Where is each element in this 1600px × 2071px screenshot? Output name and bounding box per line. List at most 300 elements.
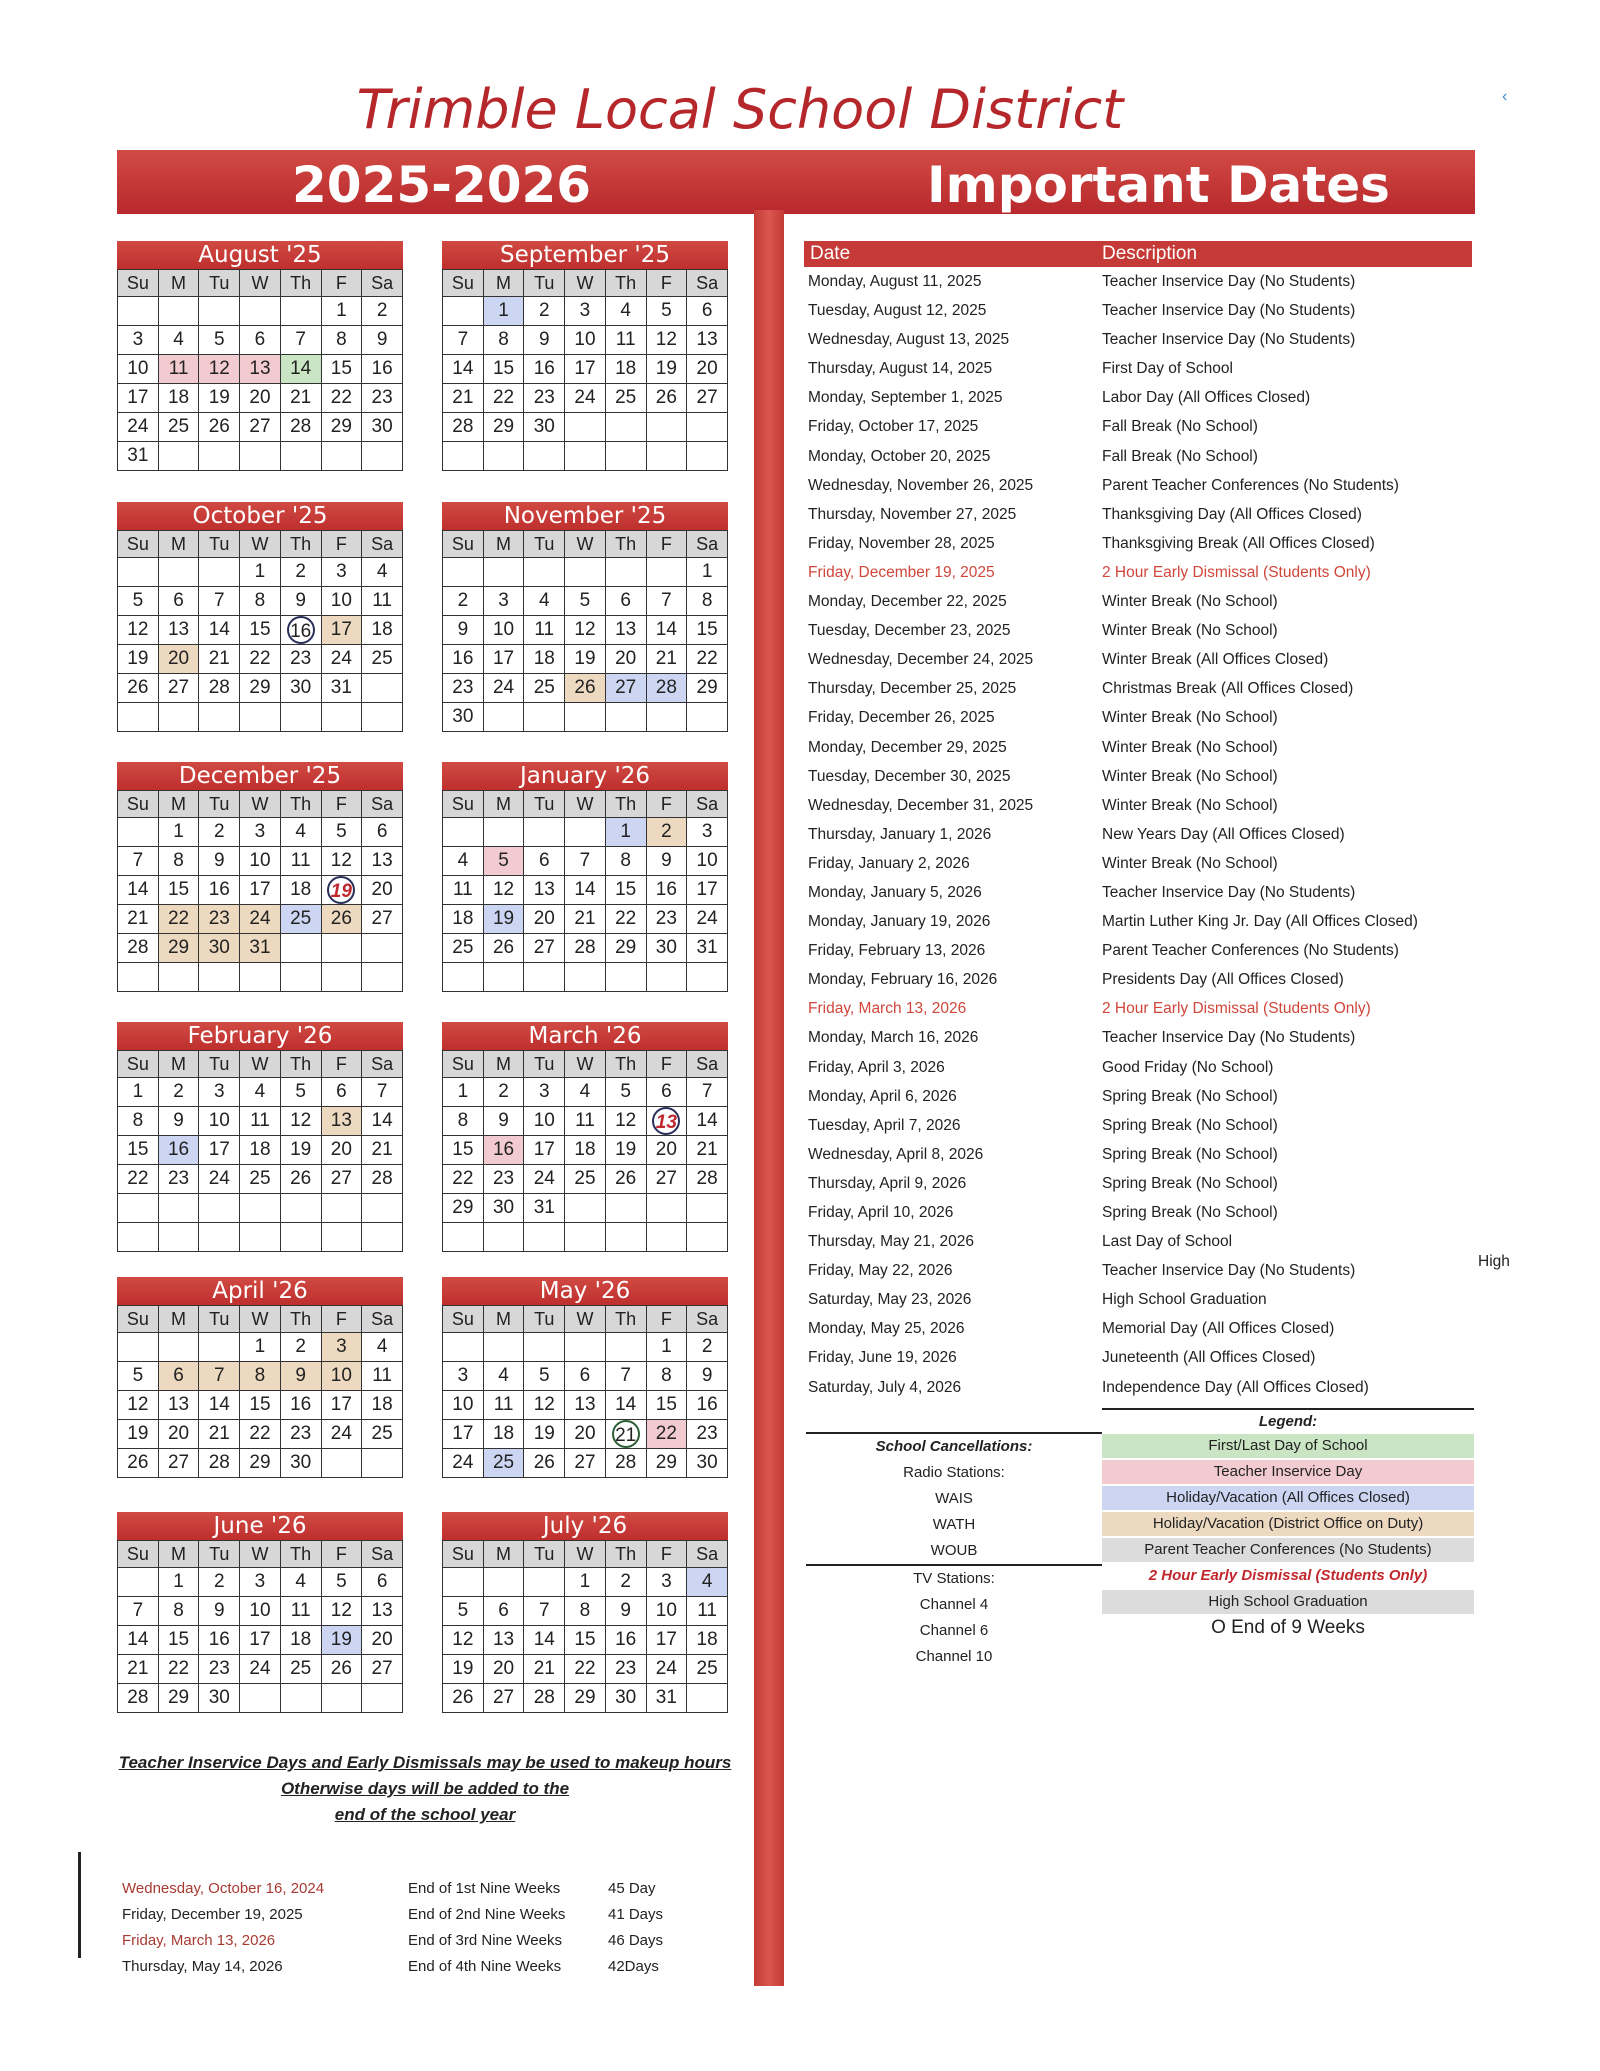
date-row bbox=[804, 733, 1472, 762]
day-cell: 4 bbox=[565, 1078, 606, 1107]
day-cell: 14 bbox=[362, 1107, 403, 1136]
day-cell bbox=[524, 1223, 565, 1252]
day-cell: 26 bbox=[524, 1449, 565, 1478]
day-cell: 23 bbox=[280, 645, 321, 674]
day-cell bbox=[240, 963, 281, 992]
day-cell bbox=[443, 1333, 484, 1362]
description-text: First Day of School bbox=[1102, 360, 1233, 378]
day-cell: 9 bbox=[280, 1362, 321, 1391]
weekday-header: M bbox=[483, 531, 524, 558]
month-title: August '25 bbox=[117, 241, 403, 269]
weekday-header: F bbox=[321, 1306, 362, 1333]
day-cell: 29 bbox=[443, 1194, 484, 1223]
cancellation-item: Channel 6 bbox=[919, 1622, 989, 1639]
weekday-header: Su bbox=[118, 1541, 159, 1568]
date-text: Tuesday, December 23, 2025 bbox=[808, 622, 1011, 640]
day-cell: 30 bbox=[280, 1449, 321, 1478]
day-cell: 9 bbox=[605, 1597, 646, 1626]
day-cell: 18 bbox=[483, 1420, 524, 1449]
day-cell: 15 bbox=[565, 1626, 606, 1655]
day-cell: 13 bbox=[687, 326, 728, 355]
day-cell: 11 bbox=[524, 616, 565, 645]
weekday-header: W bbox=[240, 1051, 281, 1078]
nine-weeks-days: 46 Days bbox=[608, 1932, 664, 1949]
nine-weeks-days: 45 Day bbox=[608, 1880, 656, 1897]
day-cell: 1 bbox=[158, 818, 199, 847]
nine-weeks-date: Thursday, May 14, 2026 bbox=[122, 1958, 283, 1975]
day-cell: 21 bbox=[199, 1420, 240, 1449]
day-cell bbox=[280, 1194, 321, 1223]
day-cell: 15 bbox=[321, 355, 362, 384]
weekday-header: Su bbox=[118, 270, 159, 297]
makeup-note-line: Teacher Inservice Days and Early Dismissals may be used to makeup hours bbox=[118, 1753, 732, 1772]
day-cell: 24 bbox=[565, 384, 606, 413]
description-text: Thanksgiving Day (All Offices Closed) bbox=[1102, 505, 1362, 523]
date-row bbox=[804, 587, 1472, 616]
day-cell: 7 bbox=[443, 326, 484, 355]
description-text: 2 Hour Early Dismissal (Students Only) bbox=[1102, 1000, 1371, 1018]
date-row bbox=[804, 442, 1472, 471]
day-cell bbox=[118, 297, 159, 326]
day-cell: 31 bbox=[240, 934, 281, 963]
stray-text: High bbox=[1478, 1253, 1510, 1270]
day-cell: 23 bbox=[687, 1420, 728, 1449]
day-cell bbox=[321, 1194, 362, 1223]
weekday-header: Sa bbox=[362, 791, 403, 818]
date-row bbox=[804, 1373, 1472, 1402]
date-row bbox=[804, 1023, 1472, 1052]
date-text: Thursday, January 1, 2026 bbox=[808, 825, 992, 843]
description-text: Thanksgiving Break (All Offices Closed) bbox=[1102, 534, 1375, 552]
day-cell: 23 bbox=[158, 1165, 199, 1194]
month-title: April '26 bbox=[117, 1277, 403, 1305]
day-cell: 20 bbox=[240, 384, 281, 413]
day-cell: 21 bbox=[565, 905, 606, 934]
day-cell bbox=[240, 703, 281, 732]
day-cell: 26 bbox=[321, 905, 362, 934]
day-cell bbox=[240, 442, 281, 471]
day-cell: 5 bbox=[565, 587, 606, 616]
day-cell: 4 bbox=[240, 1078, 281, 1107]
day-cell: 23 bbox=[443, 674, 484, 703]
day-cell bbox=[524, 1333, 565, 1362]
day-cell: 11 bbox=[280, 1597, 321, 1626]
day-cell: 12 bbox=[118, 1391, 159, 1420]
day-cell: 1 bbox=[240, 558, 281, 587]
description-text: Memorial Day (All Offices Closed) bbox=[1102, 1320, 1335, 1338]
weekday-header: Sa bbox=[687, 270, 728, 297]
weekday-header: F bbox=[321, 1051, 362, 1078]
description-text: Teacher Inservice Day (No Students) bbox=[1102, 273, 1356, 290]
day-cell bbox=[240, 1684, 281, 1713]
weekday-header: Sa bbox=[687, 531, 728, 558]
date-row bbox=[804, 1285, 1472, 1314]
day-cell bbox=[158, 1223, 199, 1252]
date-row bbox=[804, 383, 1472, 412]
margin-mark bbox=[78, 1852, 81, 1958]
weekday-header: F bbox=[321, 791, 362, 818]
nine-weeks-days: 41 Days bbox=[608, 1906, 664, 1923]
day-cell bbox=[118, 1223, 159, 1252]
day-cell: 24 bbox=[646, 1655, 687, 1684]
day-cell: 18 bbox=[362, 616, 403, 645]
day-cell: 6 bbox=[240, 326, 281, 355]
day-cell: 25 bbox=[687, 1655, 728, 1684]
date-text: Friday, April 3, 2026 bbox=[808, 1058, 945, 1076]
makeup-note-line: end of the school year bbox=[334, 1805, 516, 1824]
day-cell: 6 bbox=[158, 1362, 199, 1391]
day-cell: 17 bbox=[443, 1420, 484, 1449]
day-cell: 2 bbox=[362, 297, 403, 326]
date-row bbox=[804, 878, 1472, 907]
day-cell bbox=[362, 674, 403, 703]
day-cell bbox=[321, 703, 362, 732]
date-text: Wednesday, December 24, 2025 bbox=[808, 651, 1034, 669]
day-cell bbox=[483, 963, 524, 992]
day-cell: 1 bbox=[443, 1078, 484, 1107]
day-cell: 13 bbox=[158, 616, 199, 645]
day-cell: 22 bbox=[158, 905, 199, 934]
weekday-header: Su bbox=[443, 531, 484, 558]
day-cell: 16 bbox=[646, 876, 687, 905]
day-cell: 25 bbox=[524, 674, 565, 703]
month-calendar bbox=[442, 1512, 728, 1713]
date-text: Wednesday, November 26, 2025 bbox=[808, 476, 1034, 494]
month-calendar bbox=[117, 1277, 403, 1478]
day-cell: 29 bbox=[158, 934, 199, 963]
day-cell: 12 bbox=[321, 847, 362, 876]
day-cell: 5 bbox=[646, 297, 687, 326]
day-cell: 15 bbox=[483, 355, 524, 384]
date-row bbox=[804, 1140, 1472, 1169]
date-row bbox=[804, 907, 1472, 936]
day-cell: 1 bbox=[687, 558, 728, 587]
description-text: Independence Day (All Offices Closed) bbox=[1102, 1378, 1369, 1396]
date-row bbox=[804, 267, 1472, 296]
day-cell: 8 bbox=[158, 847, 199, 876]
day-cell: 16 bbox=[687, 1391, 728, 1420]
weekday-header: Su bbox=[118, 531, 159, 558]
day-cell bbox=[158, 963, 199, 992]
day-cell: 27 bbox=[362, 1655, 403, 1684]
description-text: Martin Luther King Jr. Day (All Offices Closed) bbox=[1102, 913, 1418, 931]
day-cell: 28 bbox=[199, 1449, 240, 1478]
day-cell: 18 bbox=[605, 355, 646, 384]
day-cell: 1 bbox=[605, 818, 646, 847]
day-cell: 12 bbox=[321, 1597, 362, 1626]
description-text: Winter Break (No School) bbox=[1102, 796, 1278, 814]
weekday-header: Su bbox=[118, 791, 159, 818]
legend-item: First/Last Day of School bbox=[1102, 1434, 1474, 1458]
day-cell: 27 bbox=[158, 1449, 199, 1478]
day-cell: 27 bbox=[646, 1165, 687, 1194]
date-text: Monday, May 25, 2026 bbox=[808, 1320, 965, 1338]
date-text: Tuesday, August 12, 2025 bbox=[808, 302, 987, 320]
day-cell: 29 bbox=[565, 1684, 606, 1713]
weekday-header: Tu bbox=[524, 1541, 565, 1568]
day-cell: 28 bbox=[687, 1165, 728, 1194]
weekday-header: Sa bbox=[687, 791, 728, 818]
day-cell bbox=[565, 963, 606, 992]
day-cell: 13 bbox=[362, 847, 403, 876]
day-cell: 6 bbox=[158, 587, 199, 616]
weekday-header: M bbox=[483, 791, 524, 818]
cancellation-list bbox=[806, 1460, 1102, 1670]
day-cell: 2 bbox=[524, 297, 565, 326]
day-cell: 10 bbox=[240, 847, 281, 876]
date-text: Friday, October 17, 2025 bbox=[808, 418, 979, 436]
day-cell: 18 bbox=[280, 876, 321, 905]
day-cell bbox=[362, 1194, 403, 1223]
description-text: Good Friday (No School) bbox=[1102, 1058, 1274, 1076]
makeup-note-line: Otherwise days will be added to the bbox=[280, 1779, 570, 1798]
day-cell: 28 bbox=[524, 1684, 565, 1713]
nine-weeks-row bbox=[122, 1932, 722, 1958]
day-cell bbox=[118, 818, 159, 847]
date-column-header: Date bbox=[810, 243, 851, 264]
weekday-header: W bbox=[565, 1306, 606, 1333]
description-text: Christmas Break (All Offices Closed) bbox=[1102, 680, 1354, 698]
day-cell: 9 bbox=[362, 326, 403, 355]
description-text: Fall Break (No School) bbox=[1102, 418, 1258, 436]
weekday-header: Tu bbox=[524, 531, 565, 558]
day-cell: 27 bbox=[524, 934, 565, 963]
day-cell bbox=[687, 413, 728, 442]
date-row bbox=[804, 296, 1472, 325]
day-cell bbox=[280, 297, 321, 326]
day-cell: 16 bbox=[524, 355, 565, 384]
date-text: Friday, March 13, 2026 bbox=[808, 1000, 967, 1018]
day-cell: 21 bbox=[280, 384, 321, 413]
day-cell: 12 bbox=[605, 1107, 646, 1136]
day-cell: 7 bbox=[199, 587, 240, 616]
description-column-header: Description bbox=[1102, 243, 1198, 264]
date-row bbox=[804, 791, 1472, 820]
day-cell: 3 bbox=[687, 818, 728, 847]
day-cell bbox=[321, 876, 362, 905]
day-cell bbox=[524, 703, 565, 732]
day-cell: 25 bbox=[280, 905, 321, 934]
day-cell bbox=[158, 297, 199, 326]
day-cell: 25 bbox=[240, 1165, 281, 1194]
day-cell: 11 bbox=[158, 355, 199, 384]
day-cell: 9 bbox=[483, 1107, 524, 1136]
day-cell: 25 bbox=[483, 1449, 524, 1478]
weekday-header: Th bbox=[280, 531, 321, 558]
weekday-header: Tu bbox=[199, 1306, 240, 1333]
day-cell bbox=[605, 442, 646, 471]
day-cell: 18 bbox=[158, 384, 199, 413]
end-of-nine-weeks-circle: 16 bbox=[287, 616, 315, 644]
day-cell bbox=[362, 934, 403, 963]
day-cell bbox=[605, 1333, 646, 1362]
date-text: Monday, August 11, 2025 bbox=[808, 273, 982, 290]
day-cell bbox=[483, 1568, 524, 1597]
day-cell bbox=[362, 703, 403, 732]
description-text: Fall Break (No School) bbox=[1102, 447, 1258, 465]
day-cell: 14 bbox=[118, 876, 159, 905]
day-cell: 17 bbox=[321, 1391, 362, 1420]
day-cell: 28 bbox=[605, 1449, 646, 1478]
date-row bbox=[804, 645, 1472, 674]
day-cell: 22 bbox=[321, 384, 362, 413]
date-row bbox=[804, 936, 1472, 965]
month-title: January '26 bbox=[442, 762, 728, 790]
date-text: Wednesday, August 13, 2025 bbox=[808, 331, 1010, 349]
weekday-header: Tu bbox=[199, 1051, 240, 1078]
day-cell: 20 bbox=[158, 645, 199, 674]
weekday-header: Su bbox=[443, 1051, 484, 1078]
day-cell bbox=[443, 963, 484, 992]
cancellation-item: Channel 10 bbox=[915, 1648, 993, 1665]
day-cell bbox=[565, 818, 606, 847]
day-cell bbox=[118, 703, 159, 732]
description-text: 2 Hour Early Dismissal (Students Only) bbox=[1102, 563, 1371, 581]
day-cell: 17 bbox=[565, 355, 606, 384]
day-cell: 25 bbox=[362, 1420, 403, 1449]
nine-weeks-days: 42Days bbox=[608, 1958, 659, 1975]
day-cell: 10 bbox=[646, 1597, 687, 1626]
weekday-header: Tu bbox=[524, 791, 565, 818]
day-cell: 23 bbox=[605, 1655, 646, 1684]
weekday-header: Sa bbox=[687, 1051, 728, 1078]
weekday-header: W bbox=[240, 270, 281, 297]
description-text: Parent Teacher Conferences (No Students) bbox=[1102, 476, 1399, 494]
day-cell: 17 bbox=[687, 876, 728, 905]
day-cell: 21 bbox=[524, 1655, 565, 1684]
day-cell: 25 bbox=[362, 645, 403, 674]
description-text: Parent Teacher Conferences (No Students) bbox=[1102, 942, 1399, 960]
day-cell: 9 bbox=[199, 847, 240, 876]
day-cell bbox=[199, 558, 240, 587]
month-calendar bbox=[117, 1512, 403, 1713]
day-cell: 20 bbox=[687, 355, 728, 384]
day-cell bbox=[565, 413, 606, 442]
day-cell bbox=[646, 1194, 687, 1223]
day-cell: 7 bbox=[646, 587, 687, 616]
weekday-header: Th bbox=[605, 1541, 646, 1568]
day-cell: 9 bbox=[280, 587, 321, 616]
description-text: New Years Day (All Offices Closed) bbox=[1102, 825, 1345, 843]
day-cell bbox=[565, 558, 606, 587]
day-cell bbox=[118, 558, 159, 587]
date-row bbox=[804, 1198, 1472, 1227]
day-cell: 4 bbox=[687, 1568, 728, 1597]
day-cell bbox=[646, 703, 687, 732]
day-cell: 2 bbox=[158, 1078, 199, 1107]
day-cell: 16 bbox=[483, 1136, 524, 1165]
legend-list bbox=[1102, 1434, 1474, 1614]
day-cell: 14 bbox=[687, 1107, 728, 1136]
day-cell: 14 bbox=[565, 876, 606, 905]
day-cell bbox=[605, 703, 646, 732]
day-cell bbox=[443, 297, 484, 326]
weekday-header: Th bbox=[605, 531, 646, 558]
day-cell: 22 bbox=[118, 1165, 159, 1194]
description-text: Winter Break (No School) bbox=[1102, 709, 1278, 727]
day-cell bbox=[605, 413, 646, 442]
day-cell bbox=[158, 442, 199, 471]
day-cell: 2 bbox=[280, 558, 321, 587]
day-cell: 20 bbox=[321, 1136, 362, 1165]
day-cell: 11 bbox=[362, 587, 403, 616]
day-cell bbox=[687, 442, 728, 471]
day-cell: 2 bbox=[483, 1078, 524, 1107]
day-cell: 24 bbox=[443, 1449, 484, 1478]
day-cell: 1 bbox=[118, 1078, 159, 1107]
date-row bbox=[804, 1343, 1472, 1372]
date-text: Saturday, July 4, 2026 bbox=[808, 1378, 962, 1396]
day-cell: 27 bbox=[362, 905, 403, 934]
day-cell: 5 bbox=[199, 326, 240, 355]
day-cell: 10 bbox=[321, 1362, 362, 1391]
day-cell bbox=[280, 1223, 321, 1252]
day-cell: 11 bbox=[240, 1107, 281, 1136]
day-cell: 10 bbox=[443, 1391, 484, 1420]
day-cell: 20 bbox=[483, 1655, 524, 1684]
month-calendar bbox=[442, 502, 728, 732]
day-cell bbox=[280, 616, 321, 645]
day-cell: 3 bbox=[443, 1362, 484, 1391]
day-cell: 23 bbox=[483, 1165, 524, 1194]
weekday-header: Th bbox=[280, 1541, 321, 1568]
day-cell: 13 bbox=[362, 1597, 403, 1626]
day-cell: 6 bbox=[321, 1078, 362, 1107]
description-text: Spring Break (No School) bbox=[1102, 1145, 1278, 1163]
day-cell: 16 bbox=[443, 645, 484, 674]
day-cell: 10 bbox=[565, 326, 606, 355]
date-row bbox=[804, 354, 1472, 383]
day-cell: 29 bbox=[240, 1449, 281, 1478]
day-cell: 10 bbox=[687, 847, 728, 876]
weekday-header: M bbox=[158, 1051, 199, 1078]
date-text: Tuesday, December 30, 2025 bbox=[808, 767, 1011, 785]
date-row bbox=[804, 529, 1472, 558]
day-cell: 7 bbox=[362, 1078, 403, 1107]
important-dates-table bbox=[804, 241, 1472, 1402]
day-cell bbox=[483, 558, 524, 587]
day-cell: 6 bbox=[605, 587, 646, 616]
legend bbox=[1102, 1408, 1474, 1642]
day-cell: 17 bbox=[240, 876, 281, 905]
day-cell: 5 bbox=[524, 1362, 565, 1391]
day-cell: 26 bbox=[646, 384, 687, 413]
weekday-header: Su bbox=[118, 1306, 159, 1333]
date-text: Monday, March 16, 2026 bbox=[808, 1029, 979, 1047]
date-row bbox=[804, 674, 1472, 703]
weekday-header: Su bbox=[118, 1051, 159, 1078]
day-cell bbox=[199, 703, 240, 732]
day-cell bbox=[687, 963, 728, 992]
day-cell: 16 bbox=[362, 355, 403, 384]
day-cell: 24 bbox=[687, 905, 728, 934]
month-title: July '26 bbox=[442, 1512, 728, 1540]
date-text: Friday, April 10, 2026 bbox=[808, 1204, 954, 1221]
day-cell: 18 bbox=[280, 1626, 321, 1655]
day-cell: 19 bbox=[199, 384, 240, 413]
day-cell: 11 bbox=[483, 1391, 524, 1420]
day-cell: 4 bbox=[362, 1333, 403, 1362]
day-cell: 17 bbox=[483, 645, 524, 674]
description-text: Winter Break (No School) bbox=[1102, 593, 1278, 611]
day-cell: 15 bbox=[240, 616, 281, 645]
day-cell: 29 bbox=[687, 674, 728, 703]
day-cell: 3 bbox=[646, 1568, 687, 1597]
day-cell: 8 bbox=[321, 326, 362, 355]
day-cell bbox=[524, 558, 565, 587]
day-cell: 23 bbox=[199, 905, 240, 934]
date-text: Thursday, November 27, 2025 bbox=[808, 505, 1017, 523]
